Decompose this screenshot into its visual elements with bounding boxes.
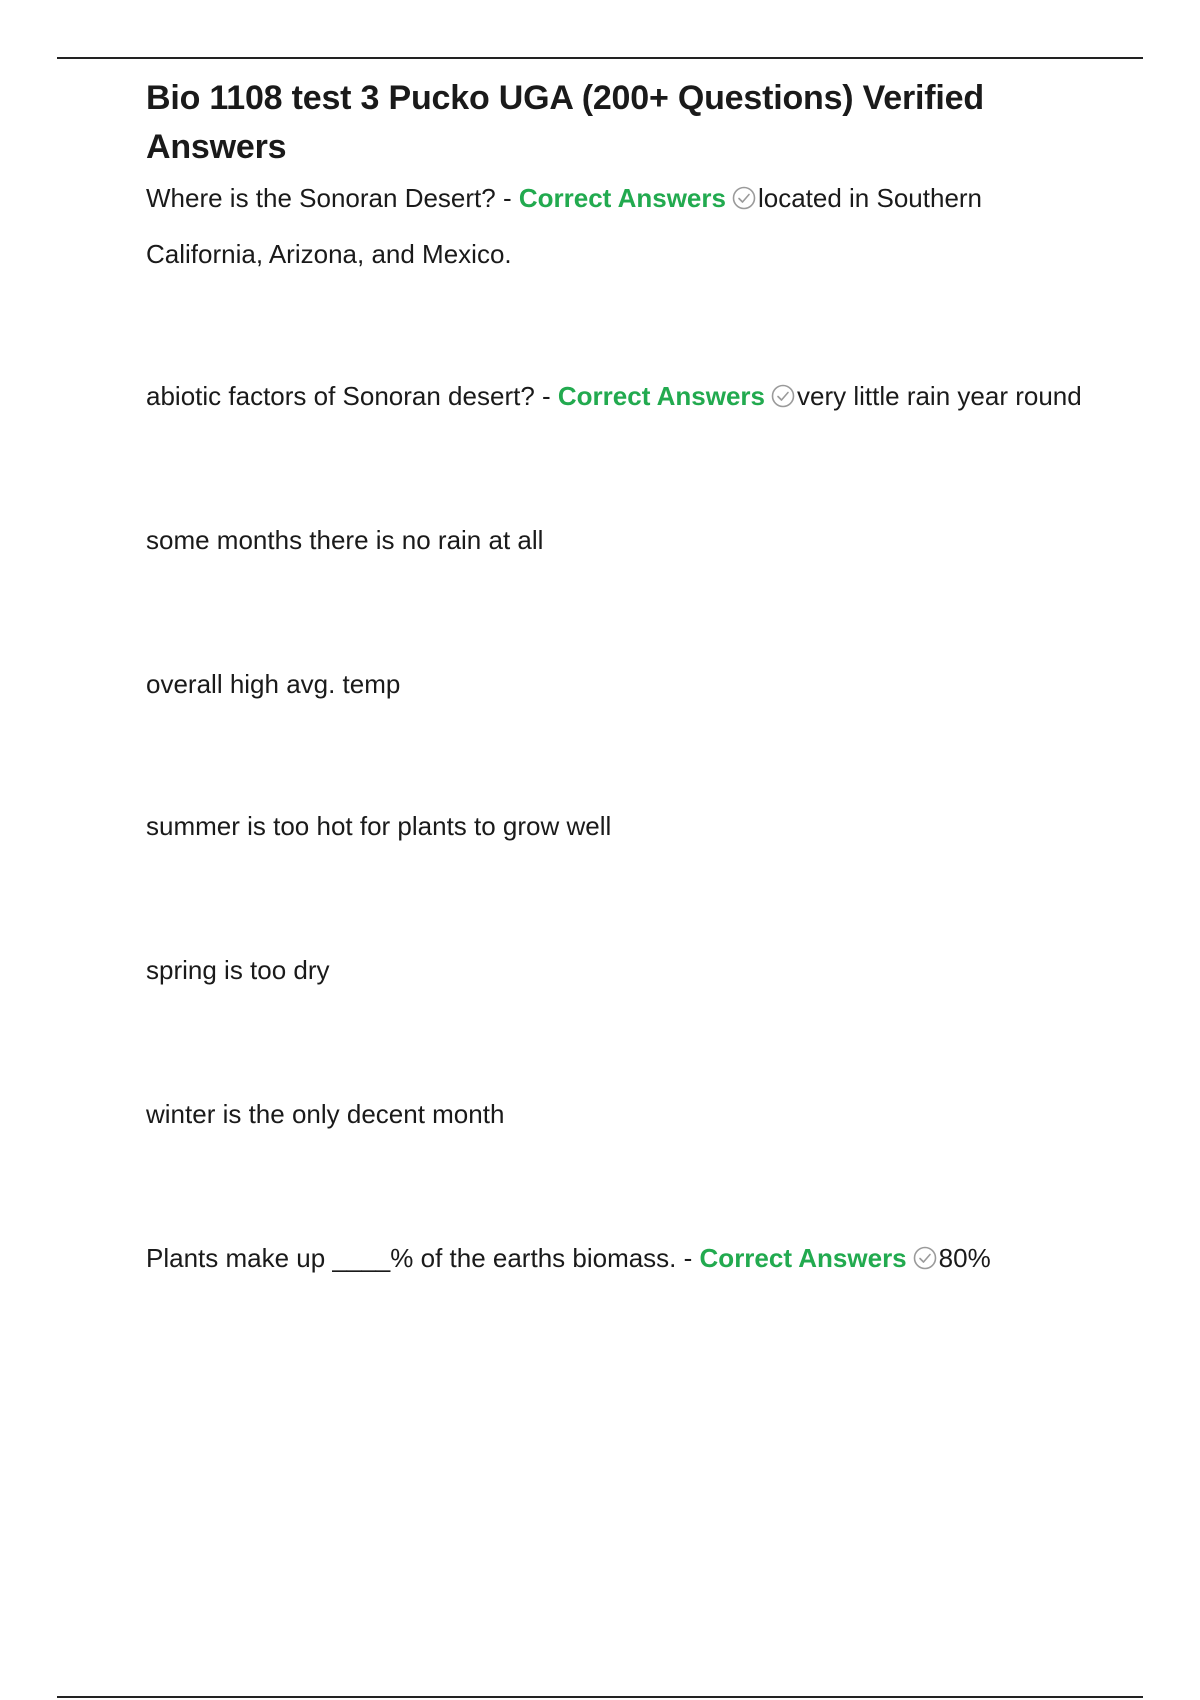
correct-answers-label: Correct Answers [699, 1243, 907, 1273]
qa-entry [146, 368, 1086, 424]
answer-line: winter is the only decent month [146, 1099, 505, 1129]
correct-answers-label: Correct Answers [557, 381, 766, 411]
question-text: Plants make up ____% of the earths biomass. [146, 1243, 677, 1273]
answer-line: overall high avg. temp [146, 669, 401, 699]
correct-answers-label: Correct Answers [518, 183, 726, 213]
answer-text: 80% [938, 1243, 991, 1273]
question-text: abiotic factors of Sonoran desert? [146, 381, 535, 411]
answer-line: spring is too dry [146, 955, 330, 985]
answer-text: located in Southern California, Arizona, and Mexico. [146, 183, 983, 269]
check-circle-icon [913, 1246, 937, 1270]
qa-entry [146, 1230, 1086, 1286]
separator: - [534, 381, 558, 411]
answer-line: summer is too hot for plants to grow well [146, 811, 612, 841]
separator: - [495, 183, 519, 213]
question-text: Where is the Sonoran Desert? [146, 183, 496, 213]
bottom-rule [57, 1696, 1143, 1698]
page-title: Bio 1108 test 3 Pucko UGA (200+ Questions) Verified Answers [146, 79, 984, 166]
top-rule [57, 57, 1143, 59]
document-body [146, 74, 1086, 1286]
qa-entry [146, 170, 1086, 282]
check-circle-icon [771, 384, 795, 408]
check-circle-icon [732, 186, 756, 210]
answer-text: very little rain year round [797, 381, 1082, 411]
answer-line: some months there is no rain at all [146, 525, 544, 555]
separator: - [676, 1243, 700, 1273]
